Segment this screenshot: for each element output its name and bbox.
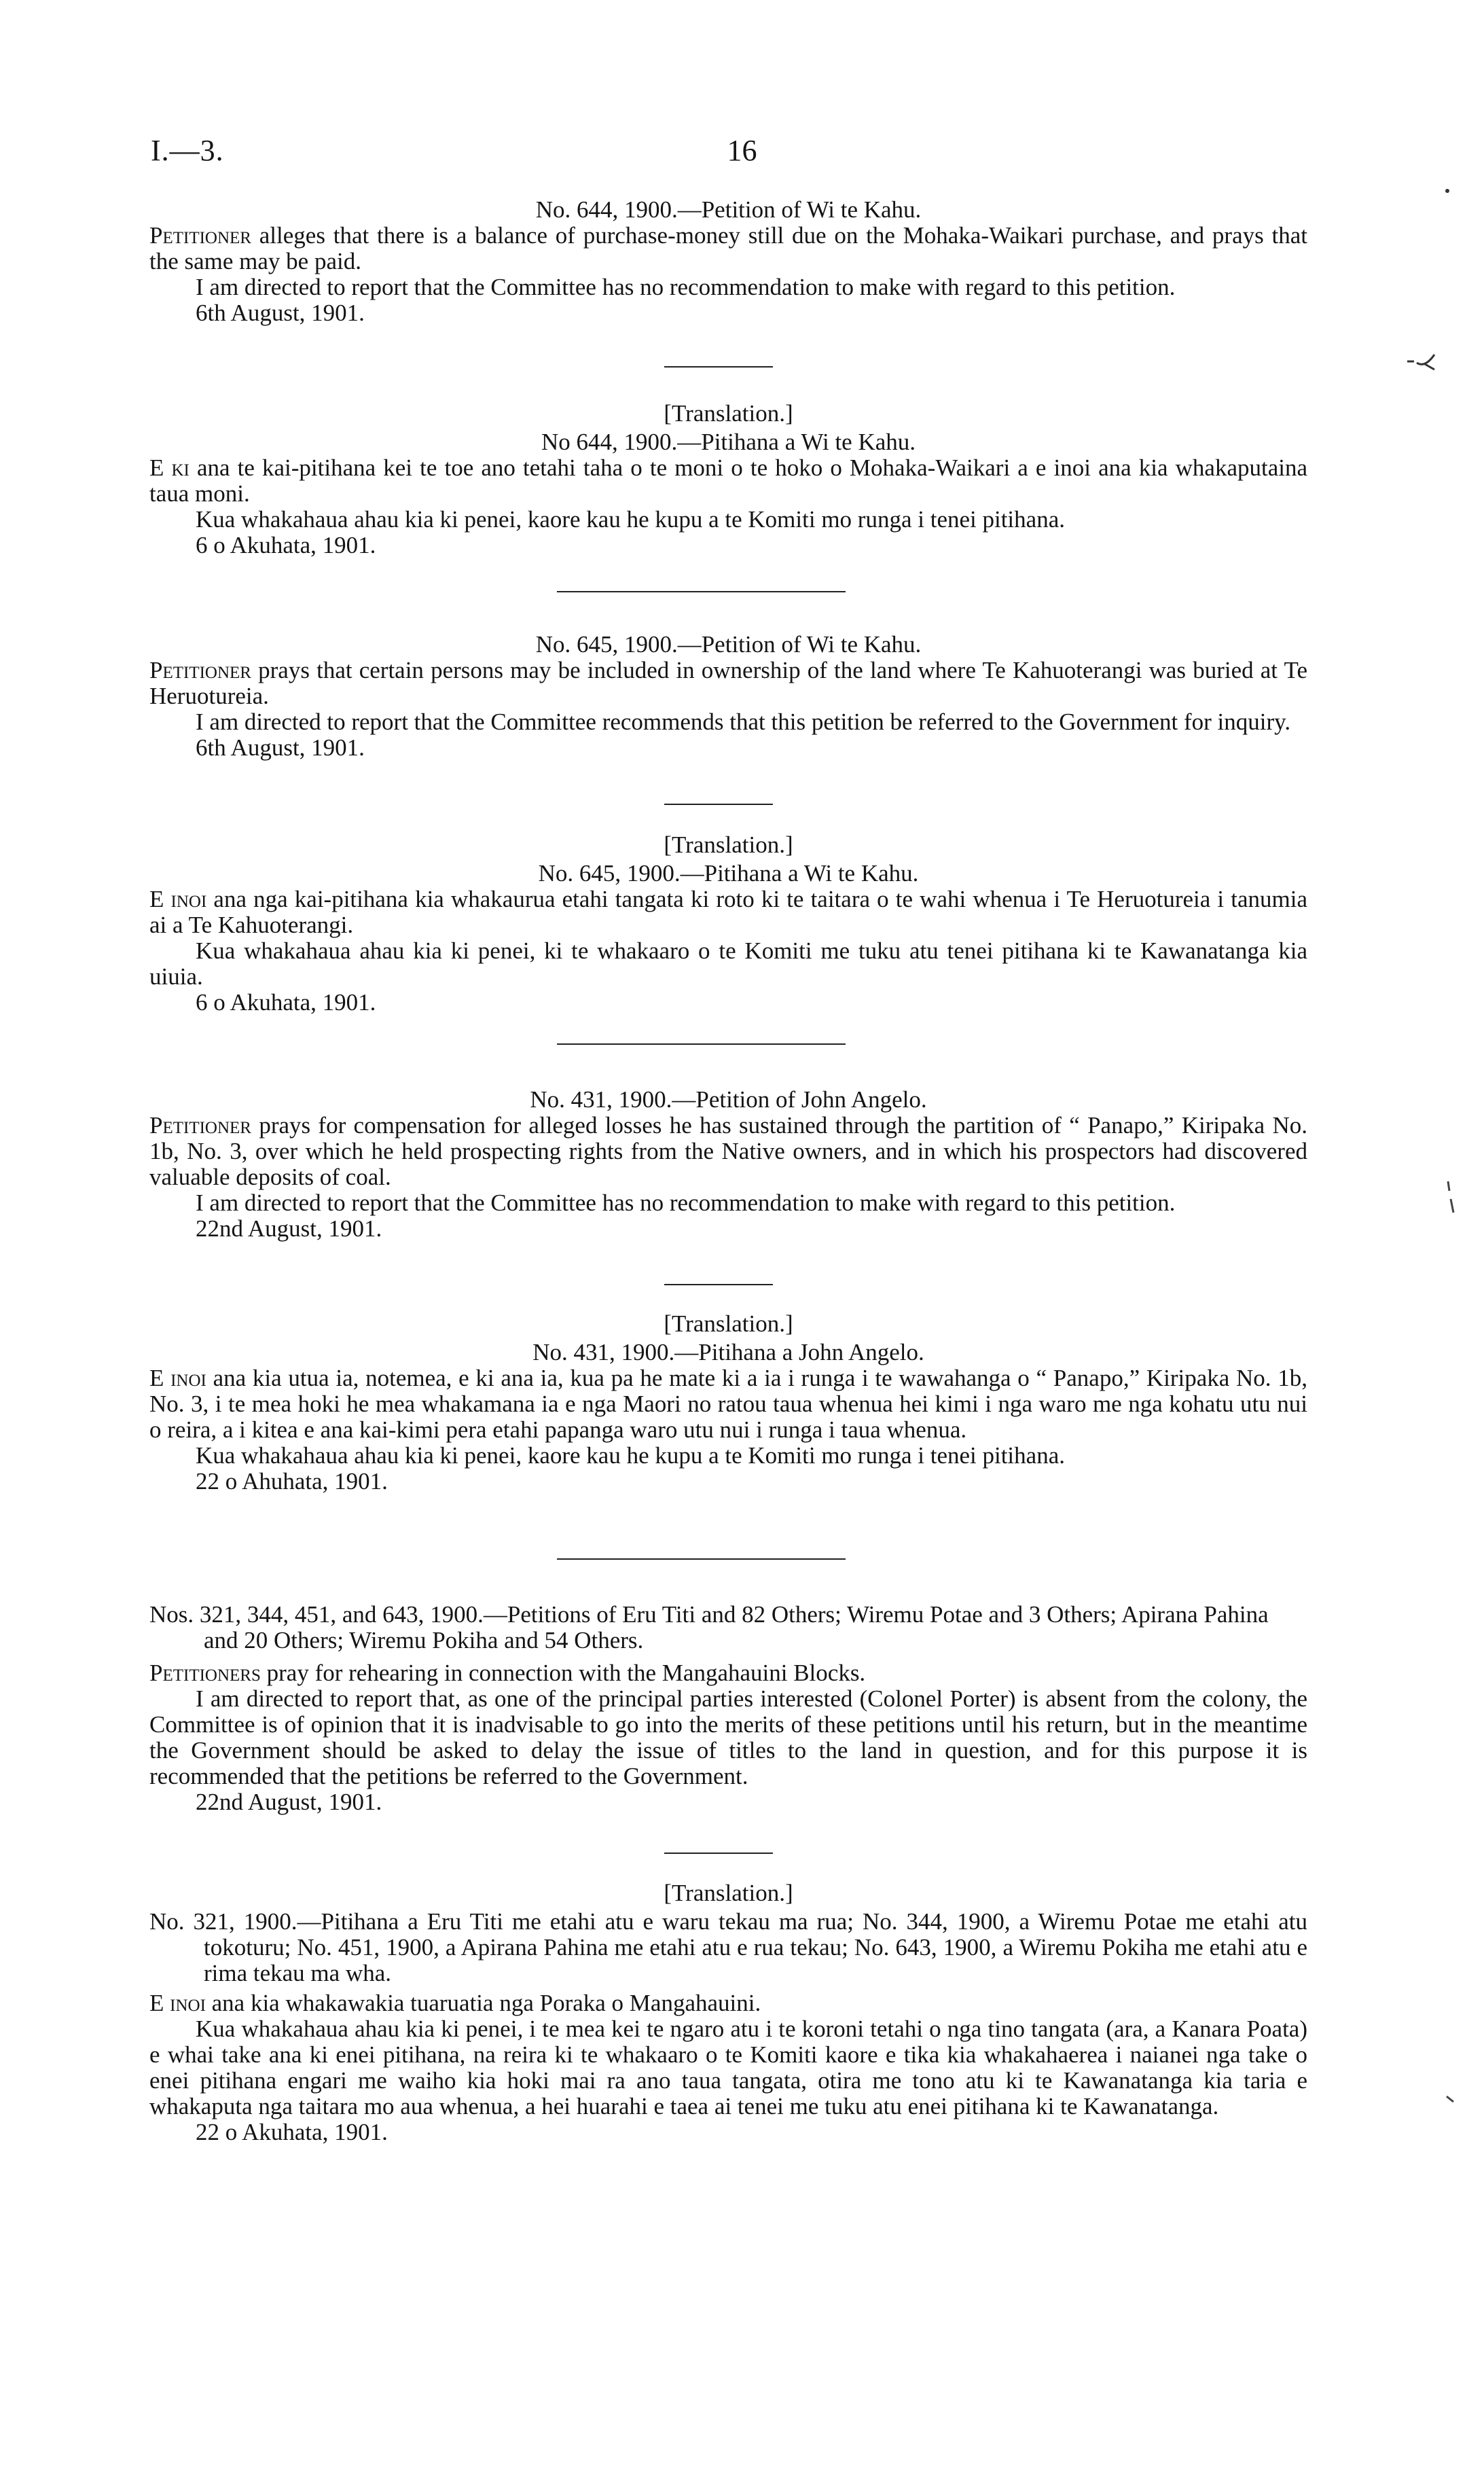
margin-tick-icon [1444, 1179, 1458, 1219]
lead-word: Petitioner [149, 657, 251, 683]
long-rule [557, 1043, 846, 1045]
committee-report: I am directed to report that the Committee has no recommendation to make with regard to this petition. [196, 1189, 1176, 1216]
section-title: No. 321, 1900.—Pitihana a Eru Titi me etahi atu e waru tekau ma rua; No. 344, 1900, a Wiremu Potae me etahi atu tokoturu; No. 451, 1900, a Apirana Pahina me etahi atu e rua tekau; No. 643, 1900, a Wiremu Pokiha me etahi atu e rima tekau ma wha. [149, 1908, 1307, 1986]
petition-body: ana kia whakawakia tuaruatia nga Poraka o Mangahauini. [211, 1990, 761, 2016]
lead-word: Petitioners [149, 1660, 261, 1686]
series-reference: I.—3. [151, 134, 224, 167]
petition-body: prays for compensation for alleged losses he has sustained through the partition of “ Panapo,” Kiripaka No. 1b, No. 3, over which he held prospecting rights from the Native owners, and in which his prospectors had discovered valuable deposits of coal. [149, 1112, 1308, 1190]
long-rule [557, 1558, 846, 1560]
petition-body: ana kia utua ia, notemea, e ki ana ia, kua pa he mate ki a ia i runga i te wawahanga o “ Panapo,” Kiripaka No. 1b, No. 3, i te mea hoki he mea whakamana ia e nga Maori no ratou taua whenua hei kimi i nga waro me nga kohatu utu nui o reira, a i kitea e ana kai-kimi pera etahi papanga waro utu nui i runga i taua whenua. [149, 1365, 1308, 1443]
section-title: Nos. 321, 344, 451, and 643, 1900.—Petitions of Eru Titi and 82 Others; Wiremu Potae and 3 Others; Apirana Pahina and 20 Others; Wiremu Pokiha and 54 Others. [149, 1601, 1269, 1653]
section-title: No. 645, 1900.—Petition of Wi te Kahu. [535, 631, 922, 658]
report-date: 6 o Akuhata, 1901. [196, 989, 376, 1016]
section-title: No. 645, 1900.—Pitihana a Wi te Kahu. [538, 860, 919, 887]
short-rule [664, 1284, 773, 1285]
petition-644-english [149, 197, 1307, 326]
section-title: No. 431, 1900.—Pitihana a John Angelo. [532, 1339, 924, 1365]
translation-tag: [Translation.] [664, 1310, 793, 1337]
petition-body: pray for rehearing in connection with the Mangahauini Blocks. [266, 1660, 866, 1686]
petition-body: ana te kai-pitihana kei te toe ano tetahi taha o te moni o te hoko o Mohaka-Waikari a e inoi ana kia whakaputaina taua moni. [149, 454, 1308, 507]
petitions-321-344-451-643-english [149, 1602, 1307, 1815]
petition-body: prays that certain persons may be included in ownership of the land where Te Kahuoterangi was buried at Te Heruotureia. [149, 657, 1308, 709]
short-rule [664, 366, 773, 368]
translation-tag: [Translation.] [664, 400, 793, 427]
committee-report: Kua whakahaua ahau kia ki penei, ki te whakaaro o te Komiti me tuku atu tenei pitihana ki te Kawanatanga kia uiuia. [149, 937, 1307, 990]
petition-645-english [149, 632, 1307, 761]
report-date: 22 o Akuhata, 1901. [196, 2119, 388, 2145]
report-date: 22 o Ahuhata, 1901. [196, 1468, 388, 1495]
section-title: No. 644, 1900.—Petition of Wi te Kahu. [535, 196, 922, 223]
margin-speck-icon [1444, 187, 1451, 194]
lead-word: Petitioner [149, 222, 251, 249]
petition-644-translation [149, 401, 1307, 558]
lead-word: E inoi [149, 886, 207, 912]
petitions-321-344-451-643-translation [149, 1880, 1307, 2145]
lead-word: E ki [149, 454, 189, 481]
committee-report: I am directed to report that the Committee recommends that this petition be referred to the Government for inquiry. [196, 709, 1291, 735]
short-rule [664, 804, 773, 805]
petition-body: ana nga kai-pitihana kia whakaurua etahi tangata ki roto ki te taitara o te wahi whenua i Te Heruotureia i tanumia ai a Te Kahuoterangi. [149, 886, 1308, 938]
page-number: 16 [727, 134, 757, 167]
margin-pen-mark-icon [1405, 348, 1438, 375]
translation-tag: [Translation.] [664, 1880, 793, 1906]
committee-report: Kua whakahaua ahau kia ki penei, kaore kau he kupu a te Komiti mo runga i tenei pitihana. [196, 1442, 1065, 1469]
section-title: No 644, 1900.—Pitihana a Wi te Kahu. [541, 429, 916, 455]
report-date: 22nd August, 1901. [196, 1789, 382, 1815]
lead-word: E inoi [149, 1990, 206, 2016]
short-rule [664, 1853, 773, 1854]
lead-word: Petitioner [149, 1112, 251, 1139]
committee-report: Kua whakahaua ahau kia ki penei, i te mea kei te ngaro atu i te koroni tetahi o nga tino tangata (ara, a Kanara Poata) e whai take ana ki enei pitihana, na reira ki te whakaaro o te Komiti kaore e tika kia whakahaerea i naianei nga take o enei pitihana engari me waiho kia hoki mai ra ano taua tangata, otira me tono atu ki te Kawanatanga kia taria e whakaputa nga taitara mo aua whenua, a hei huarahi e taea ai tenei me tuku atu enei pitihana ki te Kawanatanga. [149, 2016, 1307, 2119]
petition-body: alleges that there is a balance of purchase-money still due on the Mohaka-Waikari purchase, and prays that the same may be paid. [149, 222, 1307, 274]
long-rule [557, 591, 846, 592]
petition-645-translation [149, 832, 1307, 1016]
report-date: 6th August, 1901. [196, 300, 365, 326]
committee-report: I am directed to report that the Committee has no recommendation to make with regard to this petition. [196, 274, 1176, 300]
committee-report: Kua whakahaua ahau kia ki penei, kaore kau he kupu a te Komiti mo runga i tenei pitihana. [196, 506, 1065, 533]
report-date: 6th August, 1901. [196, 734, 365, 761]
report-date: 6 o Akuhata, 1901. [196, 532, 376, 558]
margin-dot-icon [1444, 2092, 1458, 2106]
petition-431-translation [149, 1311, 1307, 1495]
translation-tag: [Translation.] [664, 831, 793, 858]
report-date: 22nd August, 1901. [196, 1215, 382, 1242]
lead-word: E inoi [149, 1365, 206, 1391]
petition-431-english [149, 1087, 1307, 1242]
committee-report: I am directed to report that, as one of the principal parties interested (Colonel Porter) is absent from the colony, the Committee is of opinion that it is inadvisable to go into the merits of these petitions until his return, but in the meantime the Government should be asked to delay the issue of titles to the land in question, and for this purpose it is recommended that the petitions be referred to the Government. [149, 1685, 1307, 1789]
section-title: No. 431, 1900.—Petition of John Angelo. [530, 1086, 927, 1113]
